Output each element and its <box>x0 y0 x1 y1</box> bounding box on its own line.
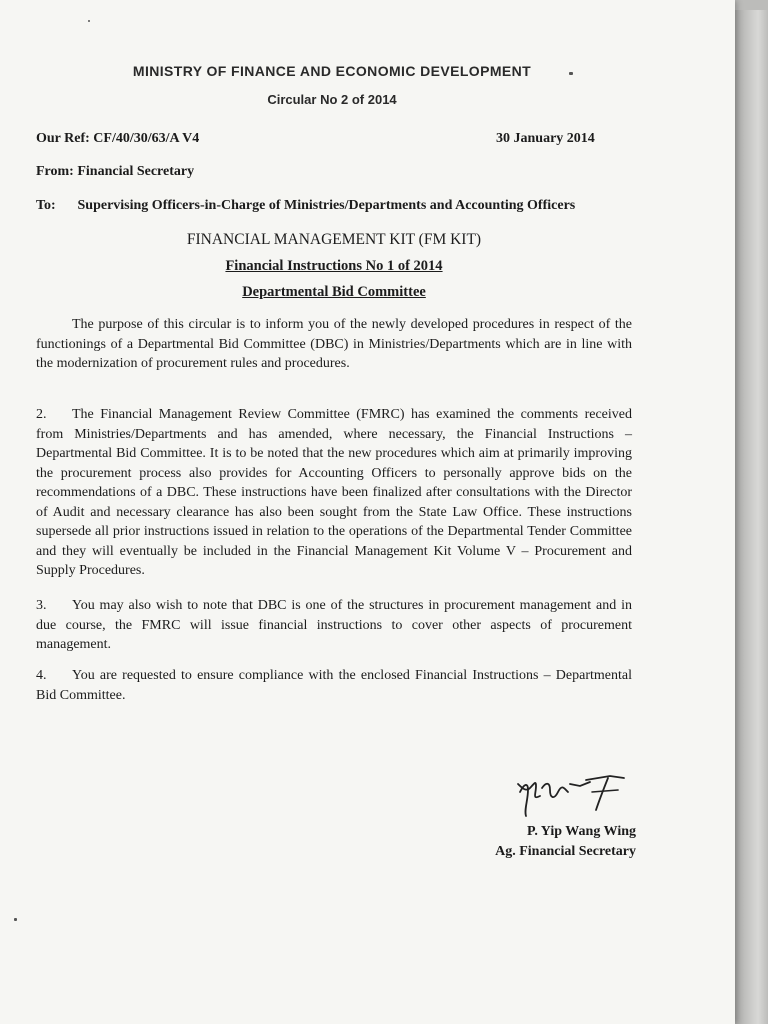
paragraph-1 <box>36 315 632 374</box>
document-subject: Departmental Bid Committee <box>242 284 426 300</box>
paragraph-2-text: The Financial Management Review Committee (FMRC) has examined the comments received from Ministries/Departments and has amended, where necessary, the Financial Instructions – Departmental Bid Committee. It is to be noted that the new procedures which aim at primarily improving the procurement process also provides for Accounting Officers to personally approve bids on the recommendations of a DBC. These instructions have been finalized after consultations with the Director of Audit and necessary clearance has also been sought from the State Law Office. These instructions supersede all prior instructions issued in relation to the operations of the Departmental Tender Committee and they will eventually be included in the Financial Management Kit Volume V – Procurement and Supply Procedures. <box>36 407 632 578</box>
paragraph-1-text: The purpose of this circular is to inform you of the newly developed procedures in respect of the functionings of a Departmental Bid Committee (DBC) in Ministries/Departments which are in line with the modernization of procurement rules and procedures. <box>36 317 632 371</box>
paragraph-4 <box>36 666 632 705</box>
paragraph-3-text: You may also wish to note that DBC is one of the structures in procurement management and in due course, the FMRC will issue financial instructions to cover other aspects of procurement management. <box>36 598 632 652</box>
signatory-title: Ag. Financial Secretary <box>495 844 636 859</box>
signatory-block <box>476 822 636 862</box>
handwritten-signature <box>514 770 634 820</box>
scan-speck <box>14 918 17 921</box>
paragraph-3 <box>36 596 632 655</box>
signatory-name: P. Yip Wang Wing <box>527 824 636 839</box>
scanner-edge <box>735 10 768 1024</box>
paragraph-3-number: 3. <box>36 598 47 613</box>
paragraph-4-text: You are requested to ensure compliance with the enclosed Financial Instructions – Departmental Bid Committee. <box>36 668 632 703</box>
paragraph-2-number: 2. <box>36 407 47 422</box>
reference-number: Our Ref: CF/40/30/63/A V4 <box>36 131 200 146</box>
from-line: From: Financial Secretary <box>36 164 195 179</box>
circular-number: Circular No 2 of 2014 <box>267 92 397 107</box>
document-title: FINANCIAL MANAGEMENT KIT (FM KIT) <box>186 231 482 248</box>
to-recipients: Supervising Officers-in-Charge of Ministries/Departments and Accounting Officers <box>77 198 576 213</box>
paragraph-2 <box>36 405 632 581</box>
document-subtitle: Financial Instructions No 1 of 2014 <box>225 258 443 274</box>
ministry-header: MINISTRY OF FINANCE AND ECONOMIC DEVELOPMENT <box>132 63 532 79</box>
document-date: 30 January 2014 <box>496 131 595 146</box>
to-line <box>36 198 636 214</box>
paragraph-4-number: 4. <box>36 668 47 683</box>
scan-speck <box>88 20 90 22</box>
to-label: To: <box>36 198 56 213</box>
